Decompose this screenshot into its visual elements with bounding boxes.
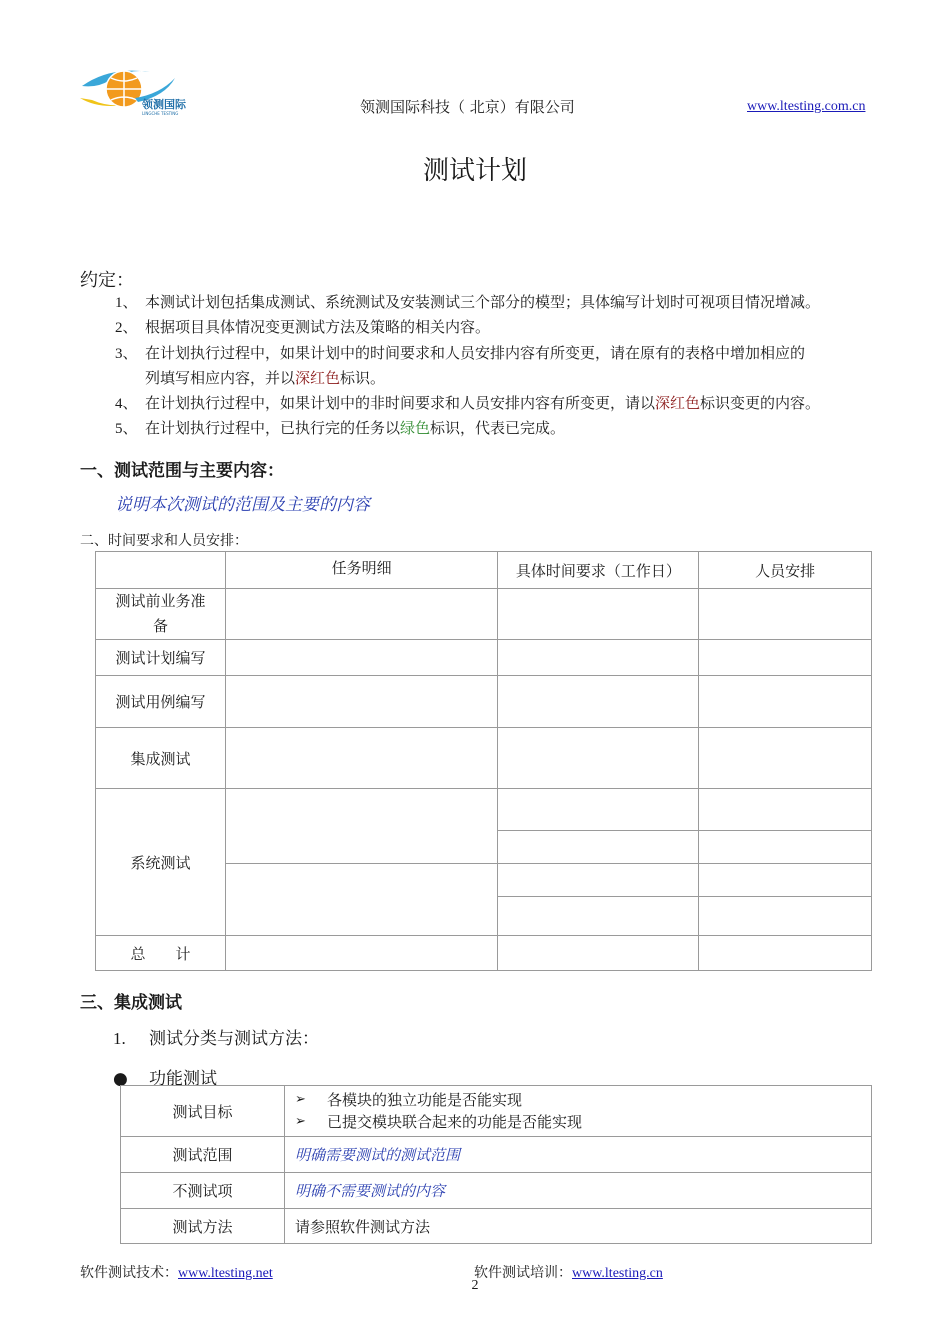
task-cell[interactable] — [225, 864, 498, 936]
row-label-integration: 集成测试 — [96, 728, 226, 789]
footer-right: 软件测试培训：www.ltesting.cn — [474, 1266, 663, 1281]
time-cell[interactable] — [498, 676, 699, 728]
convention-item: 2、 根据项目具体情况变更测试方法及策略的相关内容。 — [115, 318, 491, 336]
scope-description: 说明本次测试的范围及主要的内容 — [115, 495, 370, 515]
time-cell[interactable] — [498, 936, 699, 971]
label-test-scope: 测试范围 — [121, 1137, 285, 1173]
convention-item: 1、 本测试计划包括集成测试、系统测试及安装测试三个部分的模型；具体编写计划时可视项目情况增减。 — [115, 293, 821, 311]
convention-item: 4、 在计划执行过程中，如果计划中的非时间要求和人员安排内容有所变更，请以深红色标识变更的内容。 — [115, 394, 821, 412]
time-cell[interactable] — [498, 831, 699, 864]
staff-cell[interactable] — [699, 897, 872, 936]
staff-cell[interactable] — [699, 831, 872, 864]
schedule-table — [95, 551, 872, 971]
section3-heading: 三、集成测试 — [80, 993, 182, 1013]
company-name: 领测国际科技（ 北京）有限公司 — [360, 98, 575, 116]
highlight-green: 绿色 — [400, 419, 431, 437]
goal-item: ➢ 已提交模块联合起来的功能是否能实现 — [295, 1113, 583, 1131]
task-cell[interactable] — [225, 936, 498, 971]
time-cell[interactable] — [498, 728, 699, 789]
footer-right-link[interactable]: www.ltesting.cn — [572, 1266, 663, 1281]
staff-cell[interactable] — [699, 789, 872, 831]
time-cell[interactable] — [498, 789, 699, 831]
row-label-plan: 测试计划编写 — [96, 640, 226, 676]
header-task-detail: 任务明细 — [225, 552, 498, 589]
convention-item: 3、 在计划执行过程中，如果计划中的时间要求和人员安排内容有所变更，请在原有的表格中增加相应的 列填写相应内容，并以深红色标识。 — [115, 344, 806, 387]
bullet-dot-icon: ● — [113, 1069, 128, 1089]
staff-cell[interactable] — [699, 676, 872, 728]
staff-cell[interactable] — [699, 864, 872, 897]
section1-heading: 一、测试范围与主要内容： — [80, 461, 284, 481]
bullet-item: ● 功能测试 — [113, 1069, 217, 1089]
test-method-value: 请参照软件测试方法 — [285, 1209, 872, 1244]
header-time-requirement: 具体时间要求（工作日） — [498, 552, 699, 589]
time-cell[interactable] — [498, 640, 699, 676]
task-cell[interactable] — [225, 589, 498, 640]
test-goal-cell — [285, 1086, 872, 1137]
staff-cell[interactable] — [699, 589, 872, 640]
row-label-cases: 测试用例编写 — [96, 676, 226, 728]
row-label-prep: 测试前业务准备 — [96, 589, 226, 640]
row-label-system: 系统测试 — [96, 789, 226, 936]
arrow-bullet-icon: ➢ — [295, 1114, 306, 1129]
header-blank-cell — [96, 552, 226, 589]
company-logo — [80, 64, 200, 116]
footer-left: 软件测试技术：www.ltesting.net — [80, 1266, 273, 1281]
label-test-method: 测试方法 — [121, 1209, 285, 1244]
staff-cell[interactable] — [699, 728, 872, 789]
time-cell[interactable] — [498, 864, 699, 897]
time-cell[interactable] — [498, 897, 699, 936]
label-test-goal: 测试目标 — [121, 1086, 285, 1137]
conventions-heading: 约定： — [80, 270, 134, 291]
goal-item: ➢ 各模块的独立功能是否能实现 — [295, 1091, 523, 1109]
label-excluded-items: 不测试项 — [121, 1173, 285, 1209]
highlight-dark-red: 深红色 — [655, 394, 701, 412]
subsection-heading: 1. 测试分类与测试方法： — [113, 1029, 319, 1049]
arrow-bullet-icon: ➢ — [295, 1092, 306, 1107]
highlight-dark-red: 深红色 — [295, 369, 341, 387]
row-label-total: 总 计 — [96, 936, 226, 971]
convention-item: 5、 在计划执行过程中，已执行完的任务以绿色标识，代表已完成。 — [115, 419, 566, 437]
task-cell[interactable] — [225, 676, 498, 728]
task-cell[interactable] — [225, 728, 498, 789]
header-staffing: 人员安排 — [699, 552, 872, 589]
page-number: 2 — [471, 1278, 479, 1293]
footer-left-link[interactable]: www.ltesting.net — [178, 1266, 273, 1281]
time-cell[interactable] — [498, 589, 699, 640]
svg-text:领测国际: 领测国际 — [142, 98, 186, 111]
svg-text:LINGCHE TESTING: LINGCHE TESTING — [142, 111, 179, 116]
section2-heading: 二、时间要求和人员安排： — [80, 534, 248, 549]
task-cell[interactable] — [225, 789, 498, 864]
document-title: 测试计划 — [422, 156, 527, 186]
test-scope-value: 明确需要测试的测试范围 — [285, 1137, 872, 1173]
task-cell[interactable] — [225, 640, 498, 676]
staff-cell[interactable] — [699, 640, 872, 676]
staff-cell[interactable] — [699, 936, 872, 971]
header-website-link[interactable]: www.ltesting.com.cn — [747, 99, 866, 114]
excluded-items-value: 明确不需要测试的内容 — [285, 1173, 872, 1209]
functional-test-table — [120, 1085, 872, 1244]
